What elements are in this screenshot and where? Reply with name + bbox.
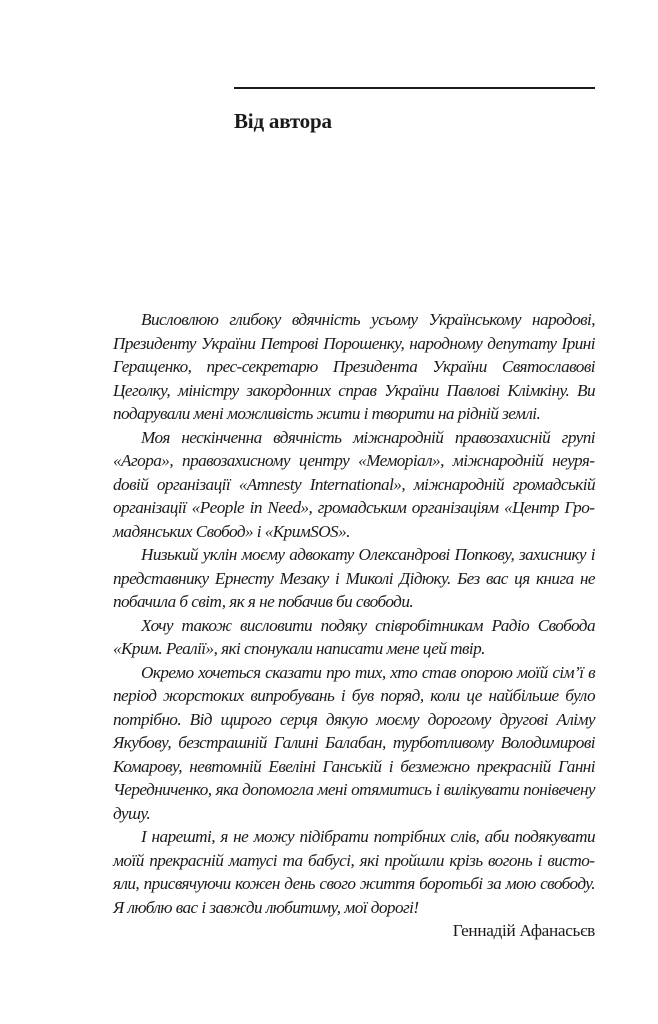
body-text <box>113 308 595 943</box>
header-rule <box>234 87 595 89</box>
paragraph-2: Моя нескінченна вдячність міжнародній правозахисній групі «Агора», правозахисному центру «Меморіал», міжнародній неуряdовій організації «Amnesty International», міжнародній громадській організації «People in Need», громадським організаціям «Центр Громадянських Свобод» і «КримSOS». <box>113 427 595 541</box>
paragraph-3: Низький уклін моєму адвокату Олександрові Попкову, захиснику і представнику Ернесту Мезаку і Миколі Дідюку. Без вас ця книга не побачила б світ, як я не побачив би свободи. <box>113 545 595 611</box>
paragraph-4: Хочу також висловити подяку співробітникам Радіо Свобода «Крим. Реалії», які спонукали написати мене цей твір. <box>113 615 595 658</box>
paragraph-6: І нарешті, я не можу підібрати потрібних слів, аби подякувати моїй прекрасній матусі та бабусі, які пройшли крізь вогонь і вистояли, присвячуючи кожен день свого життя боротьбі за мою свободу. Я люблю вас і завжди любитиму, мої дорогі! <box>113 827 595 917</box>
page-title: Від автора <box>234 109 332 133</box>
paragraph-5: Окремо хочеться сказати про тих, хто став опорою моїй сім’ї в період жорстоких випробувань і був поряд, коли це найбільше було потрібно. Від щирого серця дякую моєму дорогому другові Аліму Якубову, безстрашній Галині Балабан, турботливому Володимирові Комарову, невтомній Евеліні Ганській і безмежно прекрасній Ганні Чередниченко, яка допомогла мені отямитись і вилікувати понівечену душу. <box>113 662 595 823</box>
author-signature: Геннадій Афанасьєв <box>452 921 595 940</box>
paragraph-1: Висловлюю глибоку вдячність усьому Українському народові, Президенту України Петрові Порошенку, народному депутату Ірині Геращенко, прес-секретарю Президента України Святославові Цеголку, міністру закордонних справ України Павлові Клімкіну. Ви подарували мені можливість жити і творити на рідній землі. <box>113 310 595 423</box>
